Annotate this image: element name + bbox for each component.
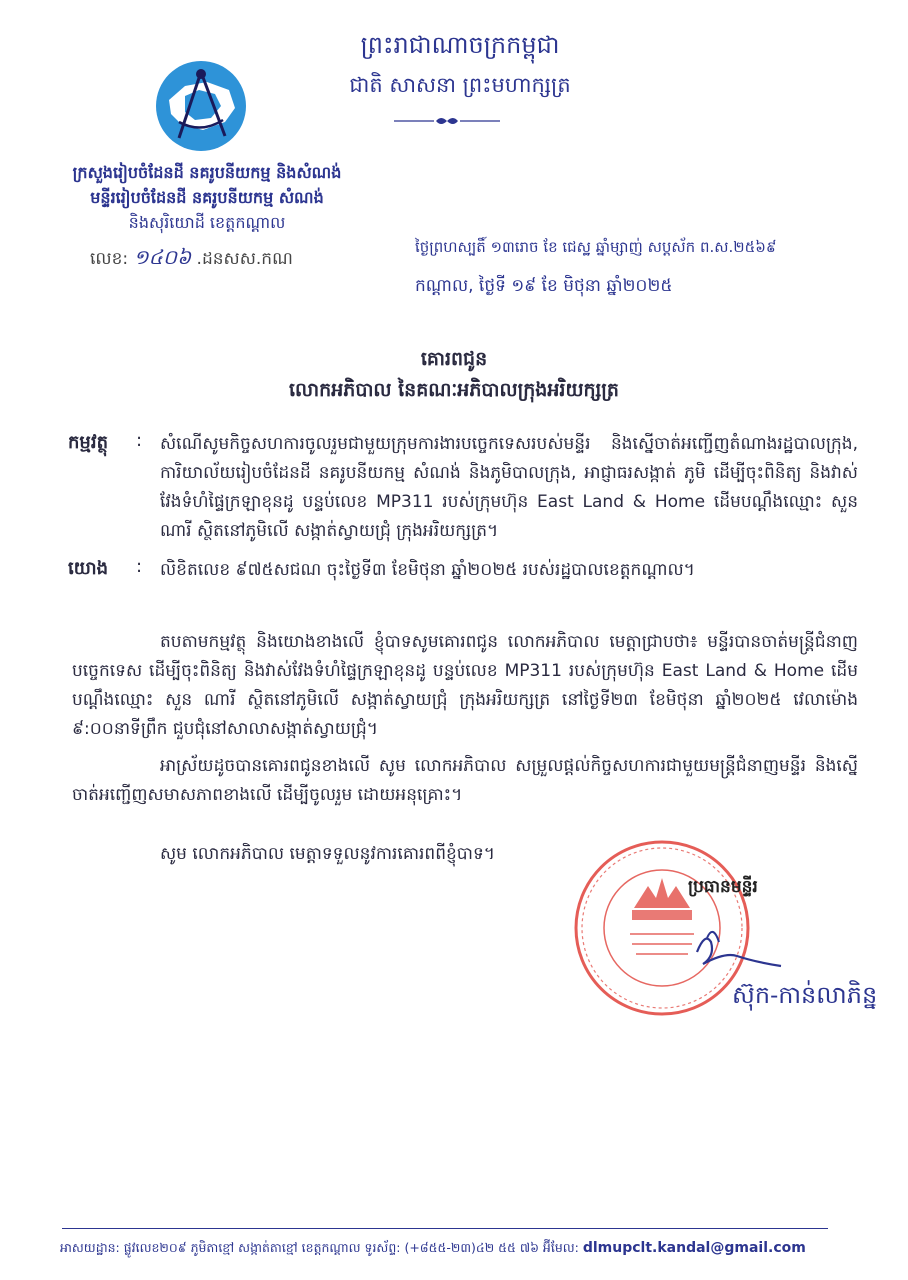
signatory-title: ប្រធានមន្ទីរ — [688, 877, 758, 897]
subject-colon: : — [136, 430, 143, 451]
footer-email[interactable]: dlmupclt.kandal@gmail.com — [582, 1240, 806, 1256]
body-paragraph-1: តបតាមកម្មវត្ថុ និងយោងខាងលើ ខ្ញុំបាទសូមគោរពជូន លោកអភិបាល មេត្តាជ្រាបថា៖ មន្ទីរបានចាត់មន្ត្រីជំនាញបច្ចេកទេស ដើម្បីចុះពិនិត្យ និងវាស់វែងទំហំផ្ទៃក្រឡាខុនដូ បន្ទប់លេខ MP311 របស់ក្រុមហ៊ុន East Land & Home ដើមបណ្តឹងឈ្មោះ សួន ណារី ស្ថិតនៅភូមិលើ សង្កាត់ស្វាយជ្រុំ ក្រុងអរិយក្សត្រ នៅថ្ងៃទី២៣ ខែមិថុនា ឆ្នាំ២០២៥ វេលាម៉ោង ៩:០០នាទីព្រឹក ជួបជុំនៅសាលាសង្កាត់ស្វាយជ្រុំ។ — [72, 632, 858, 739]
solar-date: កណ្តាល, ថ្ងៃទី ១៩ ខែ មិថុនា ឆ្នាំ២០២៥ — [415, 276, 673, 296]
lunar-date: ថ្ងៃព្រហស្បតិ៍ ១៣រោច ខែ ជេស្ឋ ឆ្នាំម្សាញ់ សប្តស័ក ព.ស.២៥៦៩ — [415, 238, 777, 256]
handwritten-signature-icon — [685, 922, 785, 982]
header-ornament — [392, 114, 502, 128]
kingdom-title: ព្រះរាជាណាចក្រកម្ពុជា — [360, 31, 560, 59]
ref-number-handwritten: ១៤០៦ — [133, 245, 192, 269]
reference-number — [90, 244, 293, 274]
body-paragraph-3: សូម លោកអភិបាល មេត្តាទទួលនូវការគោរពពីខ្ញុំបាទ។ — [160, 844, 495, 864]
recipient-title: លោកអភិបាល នៃគណៈអភិបាលក្រុងអរិយក្សត្រ — [289, 379, 619, 401]
body-paragraph-2: អាស្រ័យដូចបានគោរពជូនខាងលើ សូម លោកអភិបាល សម្រួលផ្តល់កិច្ចសហការជាមួយមន្ត្រីជំនាញមន្ទីរ និងស្នើចាត់អញ្ជើញសមាសភាពខាងលើ ដើម្បីចូលរួម ដោយអនុគ្រោះ។ — [72, 756, 858, 805]
sender-block — [42, 160, 372, 235]
reference-label: យោង — [68, 558, 108, 579]
subject-label: កម្មវត្ថុ — [68, 432, 108, 453]
ministry-name: ក្រសួងរៀបចំដែនដី នគរូបនីយកម្ម និងសំណង់ — [72, 163, 342, 182]
ministry-logo-icon — [155, 60, 247, 152]
national-motto: ជាតិ សាសនា ព្រះមហាក្សត្រ — [349, 73, 571, 97]
ref-suffix: .ដនសស.កណ — [196, 249, 293, 269]
footer-divider — [62, 1228, 828, 1229]
signatory-name: ស៊ុក-កាន់លាភិន្ន — [732, 981, 878, 1009]
ref-prefix: លេខ: — [90, 249, 129, 269]
recipient-greeting: គោរពជូន — [420, 348, 488, 370]
department-name: មន្ទីររៀបចំដែនដី នគរូបនីយកម្ម សំណង់ — [90, 188, 324, 207]
footer-contact — [60, 1240, 850, 1259]
department-name-continued: និងសុរិយោដី ខេត្តកណ្តាល — [128, 213, 286, 232]
reference-text: លិខិតលេខ ៩៧៥សជណ ចុះថ្ងៃទី៣ ខែមិថុនា ឆ្នាំ២០២៥ របស់រដ្ឋបាលខេត្តកណ្តាល។ — [160, 560, 695, 580]
footer-address: អាសយដ្ឋាន: ផ្លូវលេខ២០៩ ភូមិតាខ្មៅ សង្កាត់តាខ្មៅ ខេត្តកណ្តាល ទូរស័ព្ទ: (+៨៥៥-២៣)៤២ ៥៥ ៧៦ អ៊ីមែល: — [60, 1240, 579, 1255]
subject-text: សំណើសូមកិច្ចសហការចូលរួមជាមួយក្រុមការងារបច្ចេកទេសរបស់មន្ទីរ និងស្នើចាត់អញ្ជើញតំណាងរដ្ឋបាលក្រុង, ការិយាល័យរៀបចំដែនដី នគរូបនីយកម្ម សំណង់ និងភូមិបាលក្រុង, អាជ្ញាធរសង្កាត់ ភូមិ ដើម្បីចុះពិនិត្យ និងវាស់វែងទំហំផ្ទៃក្រឡាខុនដូ បន្ទប់លេខ MP311 របស់ក្រុមហ៊ុន East Land & Home ដើមបណ្តឹងឈ្មោះ សួន ណារី ស្ថិតនៅភូមិលើ សង្កាត់ស្វាយជ្រុំ ក្រុងអរិយក្សត្រ។ — [160, 434, 858, 541]
reference-colon: : — [136, 556, 143, 577]
